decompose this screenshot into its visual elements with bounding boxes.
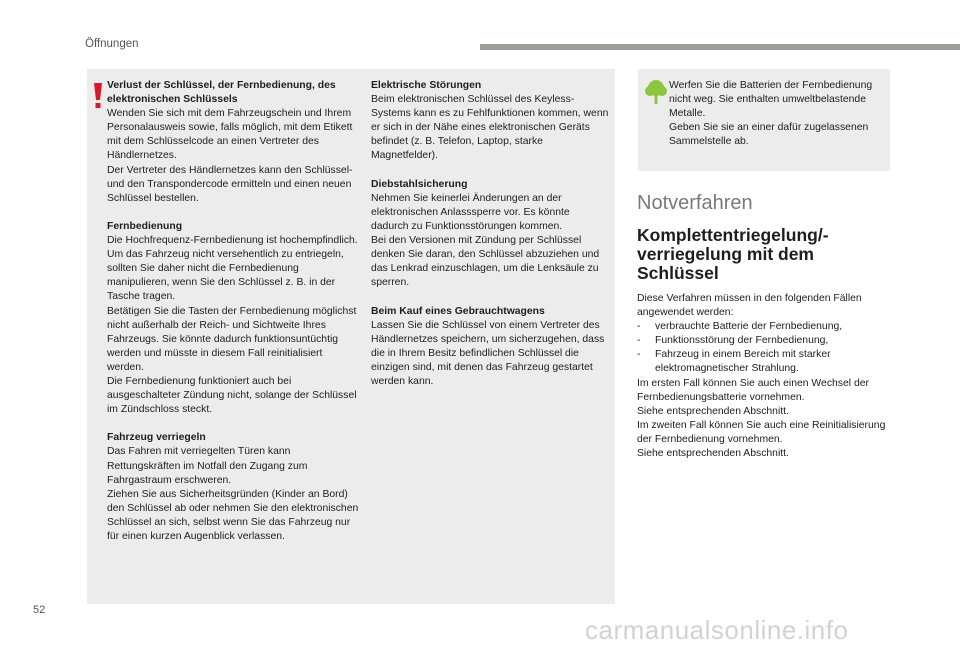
list-item: - verbrauchte Batterie der Fernbedienung, — [637, 320, 892, 334]
warning-text: Beim elektronischen Schlüssel des Keyless-Systems kann es zu Fehlfunktionen kommen, wenn er sich in der Nähe eines elektronischen Geräts befindet (z. B. Telefon, Laptop, starke Magnetfelder). — [371, 94, 609, 162]
warning-text: Lassen Sie die Schlüssel von einem Vertreter des Händlernetzes speichern, um sicherzugehen, dass die in Ihrem Besitz befindlichen Schlüssel die einzigen sind, mit denen das Fahrzeug gestartet werden kann. — [371, 319, 605, 387]
paragraph: Im ersten Fall können Sie auch einen Wechsel der Fernbedienungsbatterie vornehmen. — [637, 377, 869, 403]
warning-column-1 — [107, 79, 359, 558]
warning-text: Nehmen Sie keinerlei Änderungen an der elektronischen Anlasssperre vor. Es könnte dadurch zu Funktionsstörungen kommen. Bei den Versionen mit Zündung per Schlüssel denken Sie daran, den Schlüssel abzuziehen und das Lenkrad einzuschlagen, um die Lenksäule zu sperren. — [371, 192, 600, 289]
section-body — [637, 292, 892, 461]
chapter-title: Öffnungen — [85, 38, 139, 50]
warning-para — [107, 79, 359, 206]
cross-reference: Siehe entsprechenden Abschnitt. — [637, 405, 789, 417]
page-number: 52 — [33, 604, 46, 616]
warning-para — [371, 79, 609, 164]
warning-heading: Beim Kauf eines Gebrauchtwagens — [371, 305, 545, 317]
cross-reference: Siehe entsprechenden Abschnitt. — [637, 448, 789, 460]
section-title: Notverfahren — [637, 192, 753, 214]
warning-text: Wenden Sie sich mit dem Fahrzeugschein und Ihrem Personalausweis sowie, falls möglich, mit dem Etikett mit dem Schlüsselcode an einen Vertreter des Händlernetzes. Der Vertreter des Händlernetzes kann den Schlüssel- und den Transpondercode ermitteln und einen neuen Schlüssel bestellen. — [107, 108, 353, 204]
warning-text: Das Fahren mit verriegelten Türen kann Rettungskräften im Notfall den Zugang zum Fahrgastraum erschweren. Ziehen Sie aus Sicherheitsgründen (Kinder an Bord) den Schlüssel ab oder nehmen Sie den elektronischen Schlüssel an sich, selbst wenn Sie das Fahrzeug nur für einen kurzen Augenblick verlassen. — [107, 446, 359, 542]
warning-heading: Elektrische Störungen — [371, 80, 482, 91]
warning-heading: Fernbedienung — [107, 220, 183, 232]
list-item: - Funktionsstörung der Fernbedienung, — [637, 334, 892, 348]
list-item: - Fahrzeug in einem Bereich mit starker elektromagnetischer Strahlung. — [637, 348, 892, 376]
warning-para — [371, 178, 609, 291]
warning-heading: Fahrzeug verriegeln — [107, 432, 206, 444]
subsection-title: Komplettentriegelung/-verriegelung mit dem Schlüssel — [637, 225, 829, 283]
warning-para — [107, 220, 359, 417]
warning-column-2 — [371, 79, 609, 403]
eco-info-text: Werfen Sie die Batterien der Fernbedienung nicht weg. Sie enthalten umweltbelastende Metalle. Geben Sie sie an einer dafür zugelassenen Sammelstelle ab. — [669, 80, 873, 148]
leaf-tree-icon — [645, 79, 667, 105]
chapter-bar — [480, 44, 960, 50]
case-list — [637, 320, 892, 376]
warning-heading: Diebstahlsicherung — [371, 178, 468, 190]
paragraph: Im zweiten Fall können Sie auch eine Reinitialisierung der Fernbedienung vornehmen. — [637, 419, 886, 445]
warning-para — [371, 305, 609, 390]
watermark: carmanualsonline.info — [585, 615, 849, 645]
warning-exclamation-icon — [92, 82, 104, 110]
warning-para — [107, 431, 359, 544]
intro-text: Diese Verfahren müssen in den folgenden Fällen angewendet werden: — [637, 293, 862, 319]
warning-heading: Verlust der Schlüssel, der Fernbedienung, des elektronischen Schlüssels — [107, 80, 336, 106]
warning-text: Die Hochfrequenz-Fernbedienung ist hochempfindlich. Um das Fahrzeug nicht versehentlich zu entriegeln, sollten Sie daher nicht die Fernbedienung manipulieren, wenn Sie den Schlüssel z. B. in der Tasche tragen. Betätigen Sie die Tasten der Fernbedienung möglichst nicht außerhalb der Reich- und Sichtweite Ihres Fahrzeugs. Sie könnte dadurch funktionsuntüchtig werden und müsste in diesem Fall reinitialisiert werden. Die Fernbedienung funktioniert auch bei ausgeschalteter Zündung nicht, solange der Schlüssel im Zündschloss steckt. — [107, 235, 358, 416]
